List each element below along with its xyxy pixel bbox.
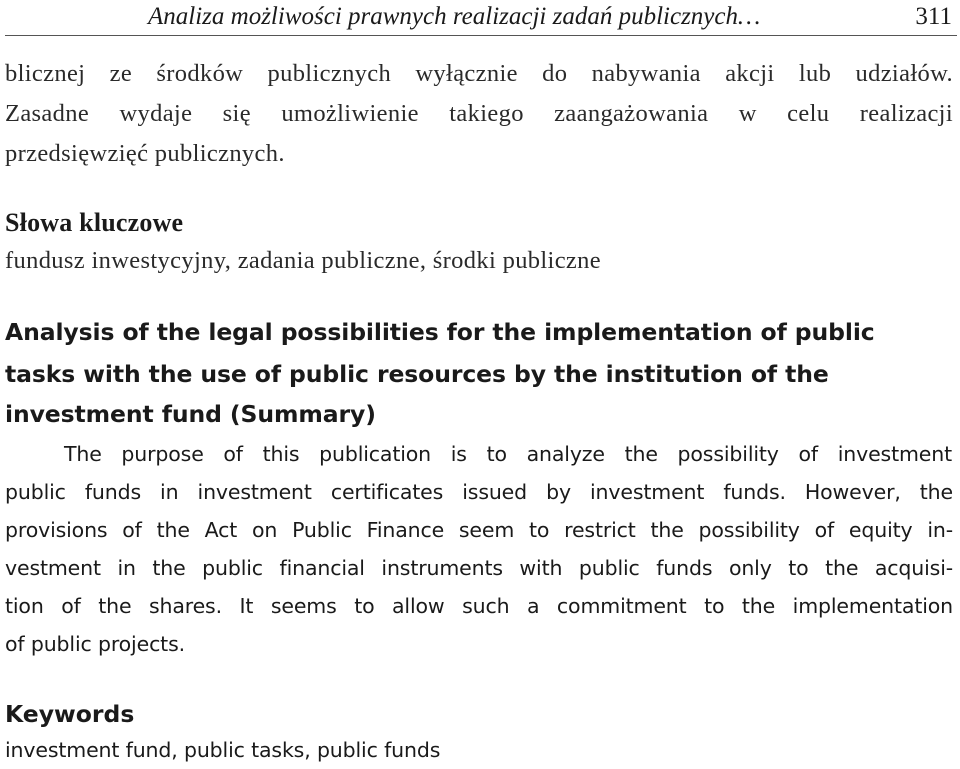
summary-body-line: tion of the shares. It seems to allow such a commitment to the implementation — [5, 594, 953, 618]
keywords-text: investment fund, public tasks, public funds — [5, 738, 441, 762]
polish-text-line: blicznej ze środków publicznych wyłącznie do nabywania akcji lub udziałów. — [5, 60, 953, 87]
summary-heading-line: Analysis of the legal possibilities for the implementation of public — [5, 318, 875, 346]
page-number: 311 — [915, 3, 952, 30]
running-header-title: Analiza możliwości prawnych realizacji zadań publicznych… — [148, 3, 761, 30]
polish-text-line: przedsięwzięć publicznych. — [5, 140, 285, 167]
summary-body-line: The purpose of this publication is to analyze the possibility of investment — [64, 442, 952, 466]
summary-heading-line: investment fund (Summary) — [5, 400, 376, 428]
summary-body-line: vestment in the public financial instruments with public funds only to the acquisi- — [5, 556, 953, 580]
polish-keywords-heading: Słowa kluczowe — [5, 208, 184, 237]
polish-keywords-text: fundusz inwestycyjny, zadania publiczne, środki publiczne — [5, 247, 601, 274]
summary-body-line: of public projects. — [5, 632, 185, 656]
summary-body-line: provisions of the Act on Public Finance seem to restrict the possibility of equity in- — [5, 518, 953, 542]
summary-heading-line: tasks with the use of public resources by the institution of the — [5, 360, 829, 388]
summary-body-line: public funds in investment certificates issued by investment funds. However, the — [5, 480, 953, 504]
keywords-heading: Keywords — [5, 700, 135, 728]
polish-text-line: Zasadne wydaje się umożliwienie takiego zaangażowania w celu realizacji — [5, 100, 953, 127]
header-rule — [5, 35, 957, 36]
running-header — [0, 0, 960, 36]
